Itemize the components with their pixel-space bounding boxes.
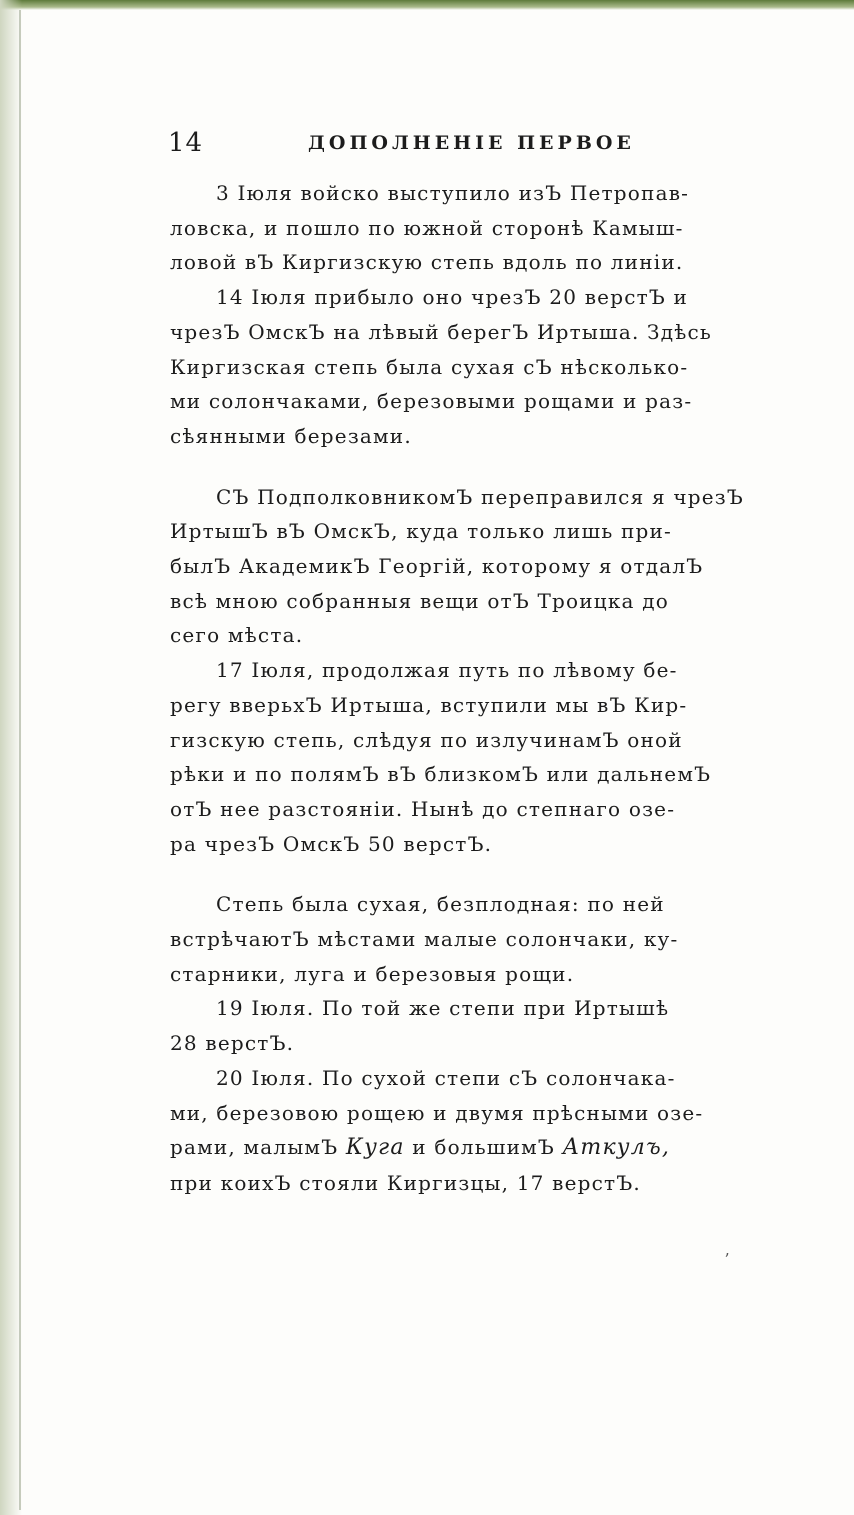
text-fragment: и большимЪ [412, 1135, 555, 1160]
text-line: 28 верстЪ. [170, 1031, 295, 1056]
text-line: ра чрезЪ ОмскЪ 50 верстЪ. [170, 831, 493, 856]
text-line: Степь была сухая, безплодная: по ней [216, 892, 665, 917]
text-line: ми солончаками, березовыми рощами и раз- [170, 389, 693, 414]
page-top-edge [0, 0, 854, 10]
text-line: ловска, и пошло по южной сторонѣ Камыш- [170, 215, 684, 240]
text-line: 19 Іюля. По той же степи при Иртышѣ [216, 996, 670, 1021]
text-line: встрѣчаютЪ мѣстами малые солончаки, ку- [170, 927, 679, 952]
text-line: всѣ мною собранныя вещи отЪ Троицка до [170, 588, 669, 613]
text-line-with-names [170, 1130, 770, 1166]
text-line: чрезЪ ОмскЪ на лѣвый берегЪ Иртыша. Здѣсь [170, 319, 712, 344]
text-line: 3 Іюля войско выступило изЪ Петропав- [216, 181, 690, 205]
text-line: сего мѣста. [170, 623, 304, 648]
text-line: былЪ АкадемикЪ Георгій, которому я отдалЪ [170, 554, 704, 579]
text-line: при коихЪ стояли Киргизцы, 17 верстЪ. [170, 1170, 641, 1195]
text-line: СЪ ПодполковникомЪ переправился я чрезЪ [216, 484, 744, 509]
text-line: Киргизская степь была сухая сЪ нѣсколько- [170, 354, 689, 379]
lake-name-kuga: Куга [345, 1135, 405, 1161]
text-line: ИртышЪ вЪ ОмскЪ, куда только лишь при- [170, 519, 672, 544]
body-text [170, 176, 770, 1201]
text-line: 14 Іюля прибыло оно чрезЪ 20 верстЪ и [216, 285, 689, 310]
text-line: 20 Іюля. По сухой степи сЪ солончака- [216, 1065, 676, 1090]
text-line: гизскую степь, слѣдуя по излучинамЪ оной [170, 727, 683, 752]
running-head: ДОПОЛНЕНІЕ ПЕРВОЕ [308, 132, 635, 154]
text-line: сѣянными березами. [170, 423, 412, 448]
text-line: регу вверьхЪ Иртыша, вступили мы вЪ Кир- [170, 692, 688, 717]
text-line: 17 Іюля, продолжая путь по лѣвому бе- [216, 658, 678, 683]
text-line: отЪ нее разстояніи. Нынѣ до степнаго озе- [170, 796, 676, 821]
text-line: старники, луга и березовыя рощи. [170, 961, 575, 986]
text-line: ловой вЪ Киргизскую степь вдоль по линіи. [170, 250, 684, 275]
text-fragment: рами, малымЪ [170, 1135, 339, 1160]
page-header [168, 118, 768, 168]
lake-name-atkul: Аткулъ, [562, 1135, 671, 1161]
ink-mark: ʼ [724, 1250, 730, 1269]
binding-line [19, 10, 21, 1510]
text-line: рѣки и по полямЪ вЪ близкомЪ или дальнемЪ [170, 762, 712, 787]
page-number: 14 [168, 128, 204, 158]
text-line: ми, березовою рощею и двумя прѣсными озе- [170, 1100, 704, 1125]
